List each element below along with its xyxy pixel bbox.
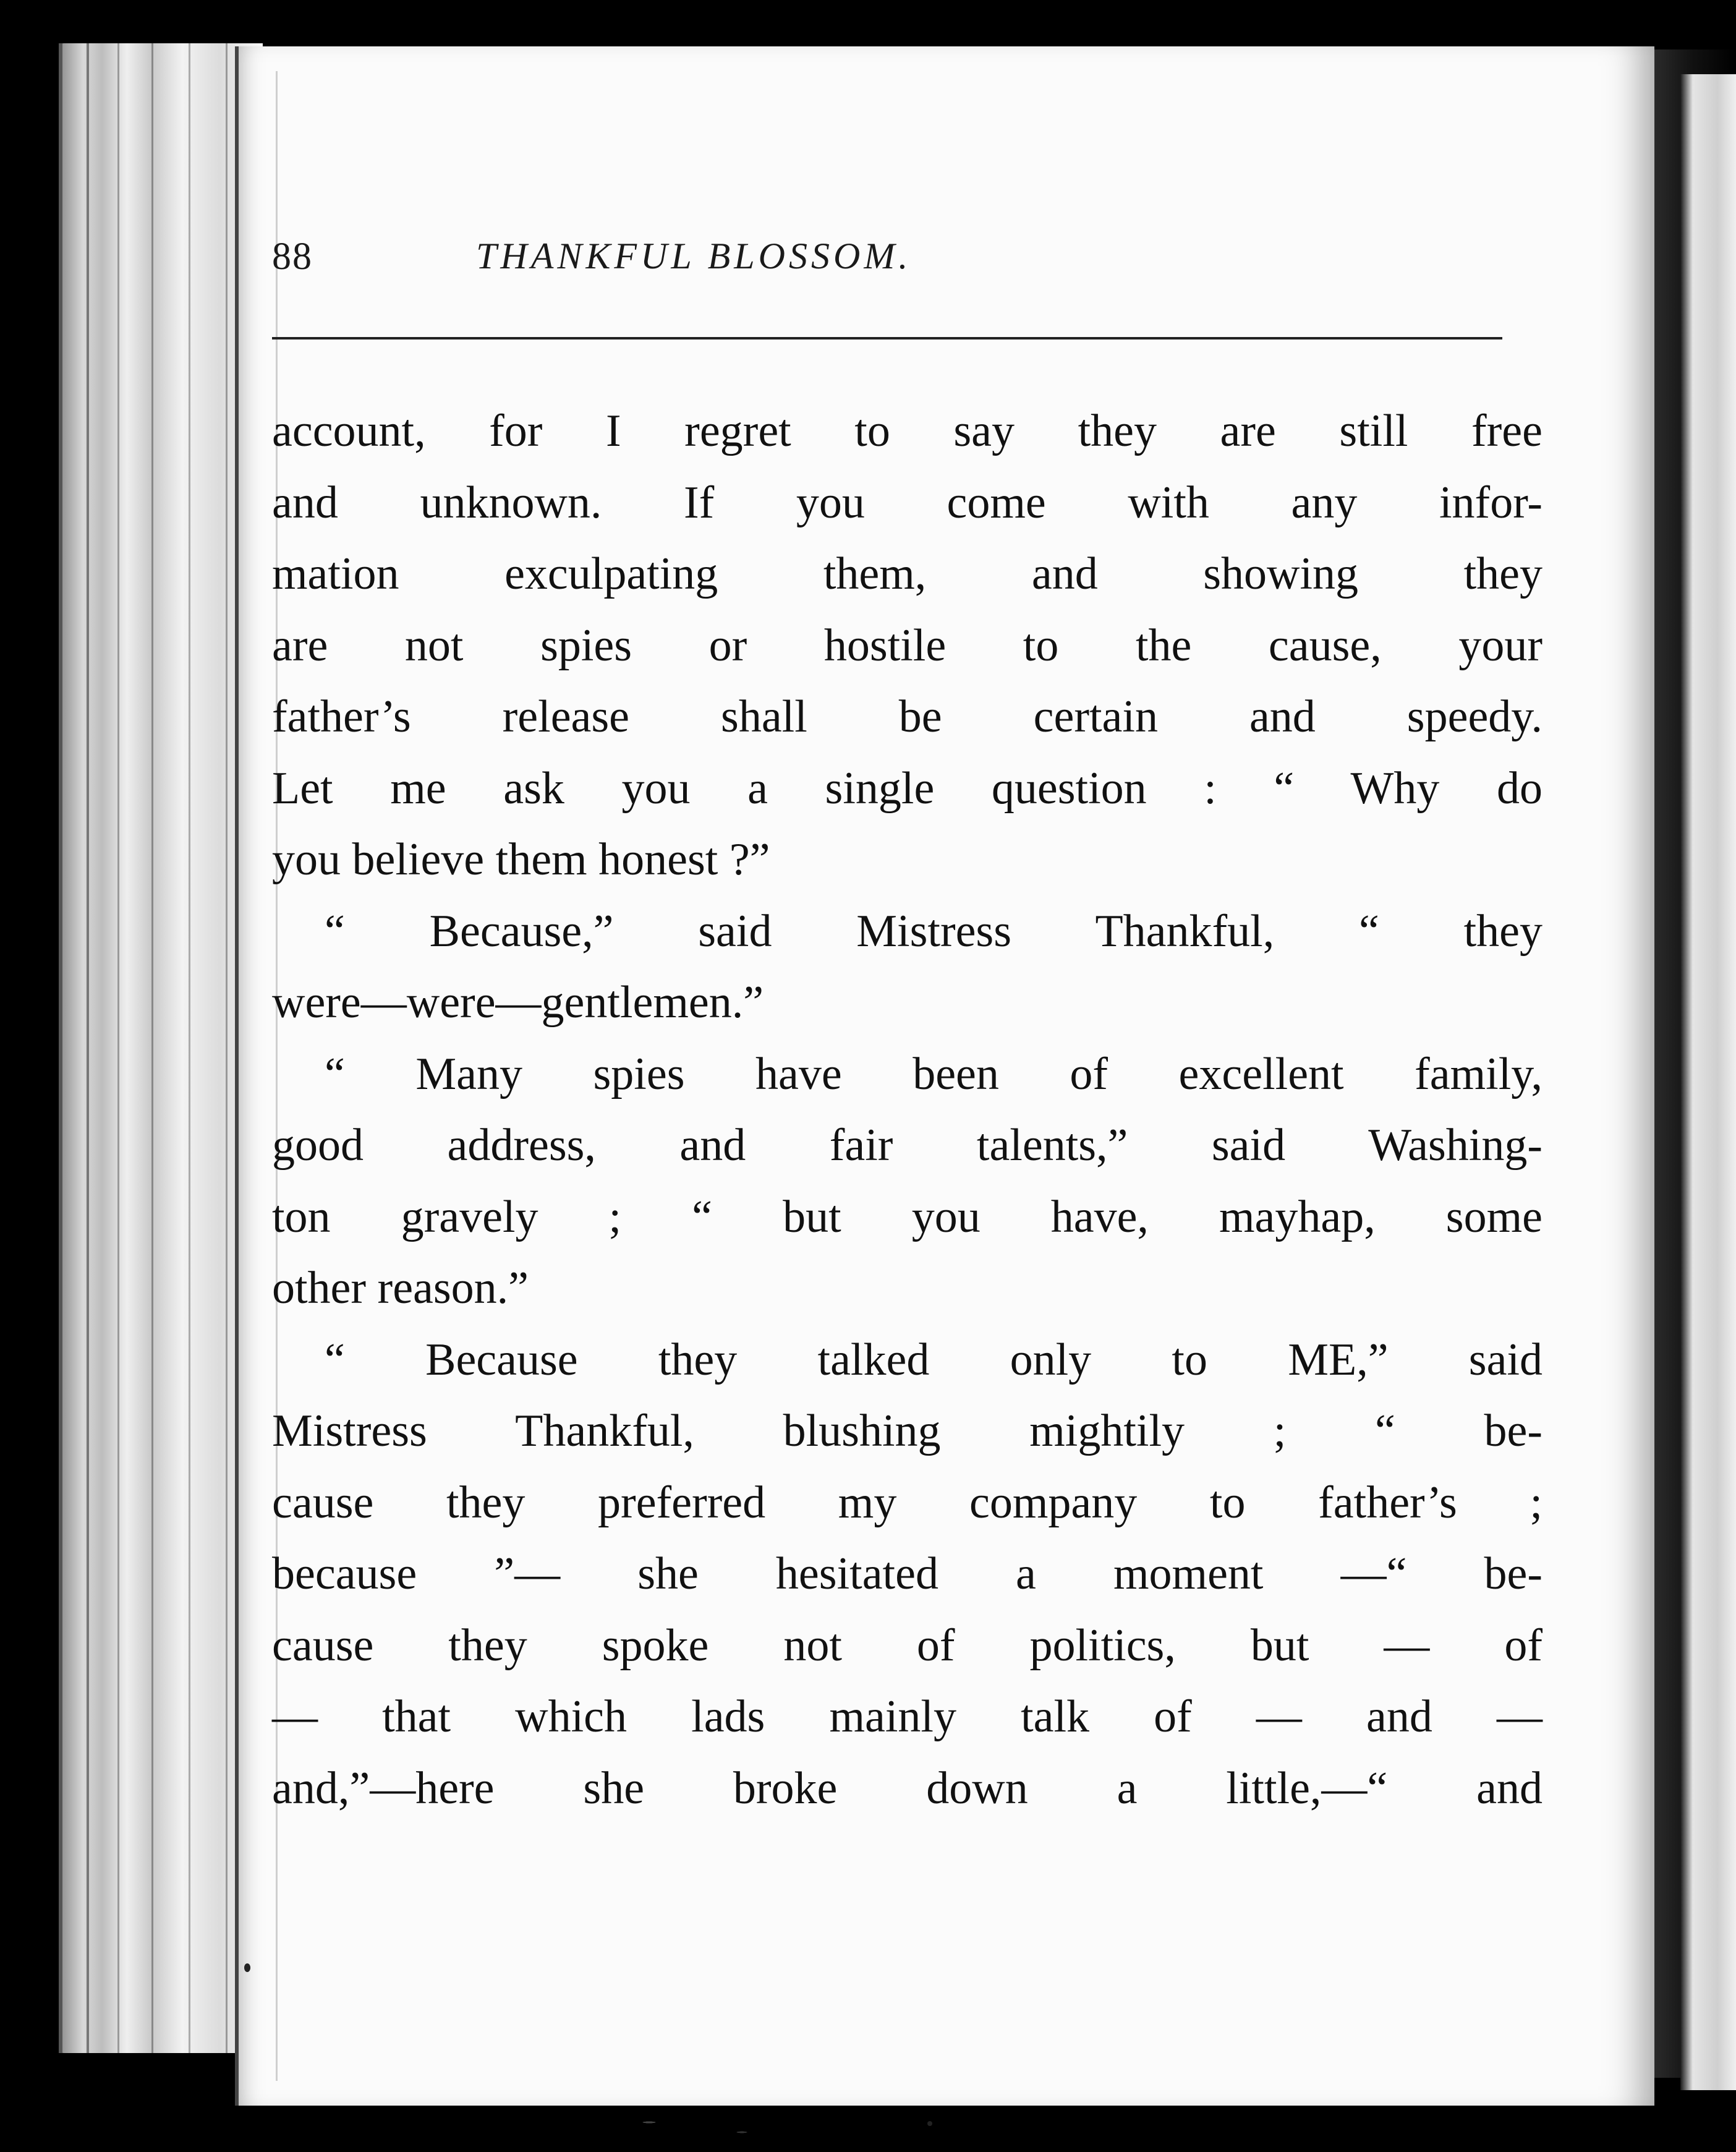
print-speck [927,2121,932,2126]
text-line: “ Many spies have been of excellent family, [325,1048,1542,1099]
scan-artifacts [556,2103,866,2152]
text-line: you believe them honest ?” [272,834,770,885]
text-line: and,”—here she broke down a little,—“ and [272,1762,1542,1814]
text-line: Let me ask you a single question : “ Why do [272,762,1542,814]
text-line: — that which lads mainly talk of — and — [272,1691,1542,1742]
text-line [272,1325,1542,1396]
text-line: ton gravely ; “ but you have, mayhap, some [272,1191,1542,1242]
facing-page-edge [1680,74,1736,2090]
text-line: mation exculpating them, and showing they [272,549,1542,599]
text-line: and unknown. If you come with any infor- [272,477,1542,528]
body-text [272,396,1542,1824]
text-line: account, for I regret to say they are still free [272,406,1542,456]
page-number: 88 [272,236,313,278]
text-segment: “ Because they talked only to [325,1334,1288,1385]
text-line: “ Because,” said Mistress Thankful, “ they [325,905,1542,957]
print-speck [244,1963,250,1972]
page-edges [59,43,263,2053]
small-caps-word: ME [1288,1334,1357,1385]
running-header [272,223,1496,297]
text-line: because ”— she hesitated a moment —“ be- [272,1548,1542,1599]
text-line: good address, and fair talents,” said Washing- [272,1120,1542,1171]
text-line: cause they preferred my company to father’s ; [272,1477,1542,1528]
text-line: other reason.” [272,1263,529,1313]
text-line: are not spies or hostile to the cause, your [272,620,1542,671]
running-title: THANKFUL BLOSSOM. [476,236,912,276]
text-line: Mistress Thankful, blushing mightily ; “ be- [272,1406,1542,1456]
header-rule [272,337,1502,339]
text-line: were—were—gentlemen.” [272,977,764,1028]
text-line: father’s release shall be certain and speedy. [272,691,1542,742]
text-segment: ,” said [1356,1334,1542,1385]
text-line: cause they spoke not of politics, but — of [272,1620,1542,1671]
